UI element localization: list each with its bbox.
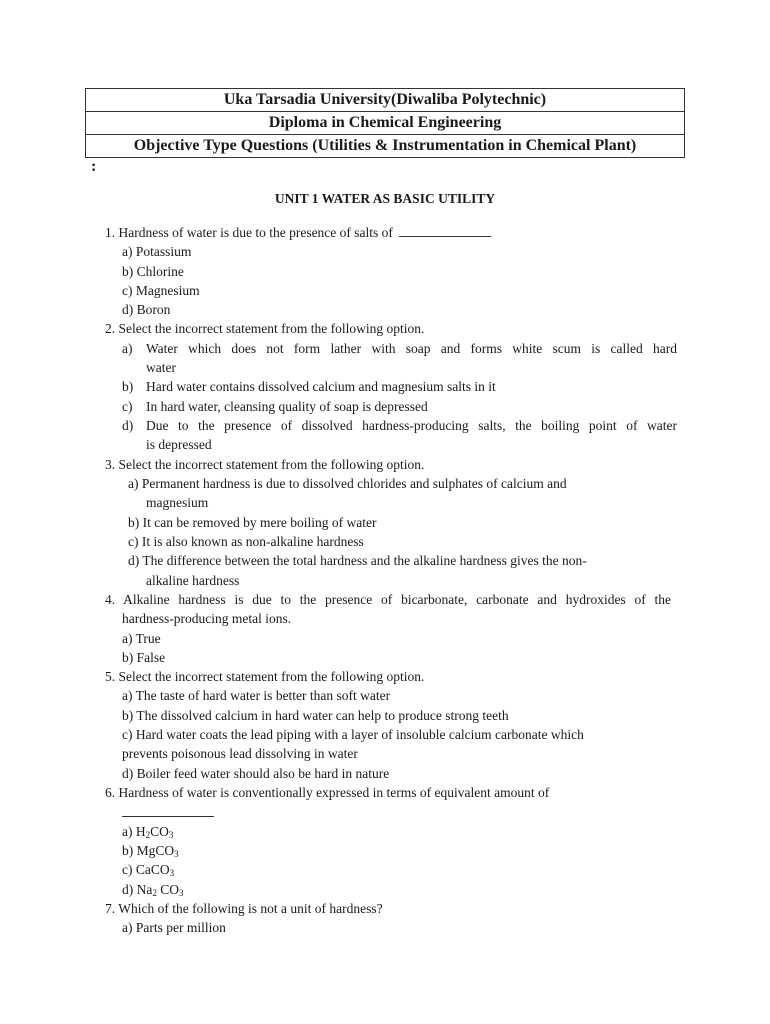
q2-option-a-line2: water: [146, 360, 176, 375]
q2-option-c-label: c): [122, 399, 133, 414]
q1-option-b: b) Chlorine: [122, 264, 184, 279]
q3-option-b: b) It can be removed by mere boiling of water: [128, 515, 377, 530]
q5-option-b: b) The dissolved calcium in hard water can help to produce strong teeth: [122, 708, 509, 723]
question-6-blank-line: [122, 803, 214, 822]
header-table: [85, 88, 685, 158]
q4-option-a: a) True: [122, 631, 161, 646]
q2-option-b: Hard water contains dissolved calcium and magnesium salts in it: [146, 379, 496, 394]
university-title: Uka Tarsadia University(Diwaliba Polytechnic): [86, 89, 684, 112]
question-7: 7. Which of the following is not a unit of hardness?: [105, 901, 383, 916]
diploma-title: Diploma in Chemical Engineering: [86, 112, 684, 135]
question-3: 3. Select the incorrect statement from the following option.: [105, 457, 425, 472]
question-6: 6. Hardness of water is conventionally expressed in terms of equivalent amount of: [105, 785, 550, 800]
q6-d-mid: CO: [156, 882, 180, 897]
q2-option-b-label: b): [122, 379, 134, 394]
q5-option-c-line1: c) Hard water coats the lead piping with a layer of insoluble calcium carbonate which: [122, 727, 584, 742]
q3-option-a-line2: magnesium: [146, 495, 209, 510]
question-6-blank: [122, 804, 214, 817]
q6-b-prefix: b) MgCO: [122, 843, 175, 858]
question-2: 2. Select the incorrect statement from the following option.: [105, 321, 425, 336]
question-4-line1: 4. Alkaline hardness is due to the presence of bicarbonate, carbonate and hydroxides of the: [105, 592, 671, 607]
q6-b-sub: 3: [174, 849, 179, 859]
header-colon: :: [91, 158, 97, 175]
q2-option-a-label: a): [122, 341, 133, 356]
q6-a-sub1: 2: [145, 830, 151, 840]
q5-option-a: a) The taste of hard water is better than soft water: [122, 688, 391, 703]
question-1: [105, 223, 491, 242]
q7-option-a: a) Parts per million: [122, 920, 226, 935]
q5-option-c-line2: prevents poisonous lead dissolving in water: [122, 746, 358, 761]
q1-option-a: a) Potassium: [122, 244, 192, 259]
q3-option-d-line1: d) The difference between the total hardness and the alkaline hardness gives the non-: [128, 553, 587, 568]
q3-option-c: c) It is also known as non-alkaline hardness: [128, 534, 364, 549]
subject-title: Objective Type Questions (Utilities & Instrumentation in Chemical Plant): [133, 137, 637, 154]
question-1-blank: [399, 224, 491, 237]
q1-option-d: d) Boron: [122, 302, 171, 317]
question-5: 5. Select the incorrect statement from the following option.: [105, 669, 425, 684]
q2-option-d-line2: is depressed: [146, 437, 212, 452]
q2-option-d-line1: Due to the presence of dissolved hardness-producing salts, the boiling point of water: [146, 418, 677, 433]
q6-a-prefix: a) H: [122, 824, 146, 839]
q5-option-d: d) Boiler feed water should also be hard in nature: [122, 766, 390, 781]
q6-a-mid: CO: [150, 824, 169, 839]
q6-a-sub2: 3: [168, 830, 174, 840]
q6-d-prefix: d) Na: [122, 882, 153, 897]
unit-title: UNIT 1 WATER AS BASIC UTILITY: [274, 191, 496, 206]
question-1-text: 1. Hardness of water is due to the presence of salts of: [105, 225, 393, 240]
q2-option-c: In hard water, cleansing quality of soap is depressed: [146, 399, 428, 414]
q1-option-c: c) Magnesium: [122, 283, 200, 298]
q6-c-prefix: c) CaCO: [122, 862, 170, 877]
q6-c-sub: 3: [169, 868, 175, 878]
q2-option-d-label: d): [122, 418, 134, 433]
q6-d-sub1: 2: [152, 888, 157, 898]
q4-option-b: b) False: [122, 650, 166, 665]
q6-d-sub2: 3: [179, 888, 184, 898]
q3-option-a-line1: a) Permanent hardness is due to dissolved chlorides and sulphates of calcium and: [128, 476, 567, 491]
q2-option-a-line1: Water which does not form lather with soap and forms white scum is called hard: [146, 341, 677, 356]
question-4-line2: hardness-producing metal ions.: [122, 611, 292, 626]
q3-option-d-line2: alkaline hardness: [146, 573, 240, 588]
